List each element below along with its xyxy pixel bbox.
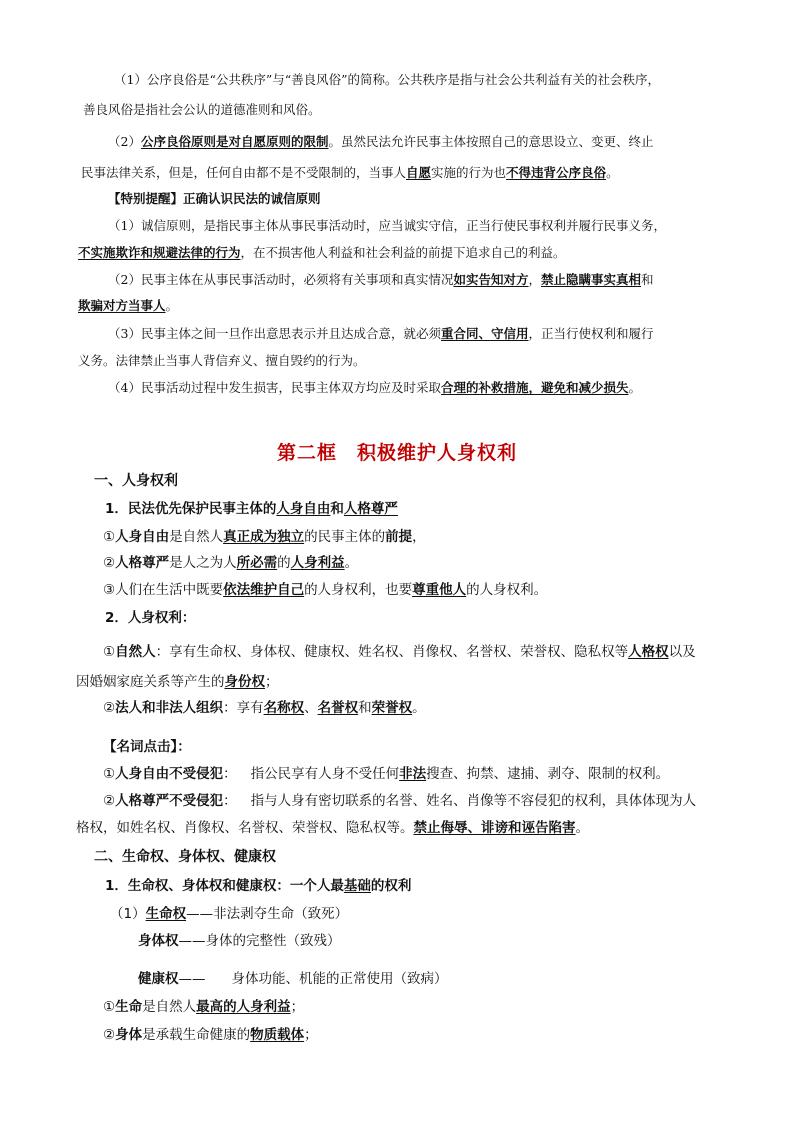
p1-line2: 善良风俗是指社会公认的道德准则和风俗。	[83, 102, 321, 117]
key-phrase: 最高的人身利益	[196, 999, 291, 1015]
life-right-line	[110, 905, 348, 923]
text: （2）	[108, 134, 141, 149]
section-title: 第二框 积极维护人身权利	[276, 442, 517, 464]
text: 1．生命权、身体权和健康权：一个人最	[105, 878, 344, 894]
t1-line	[103, 765, 669, 783]
text: 的	[277, 555, 291, 571]
text: ：	[223, 766, 237, 782]
key-phrase: 基础	[343, 878, 371, 894]
c1-line	[103, 528, 426, 546]
text: ——非法剥夺生命（致死）	[186, 906, 349, 922]
key-phrase: 所必需	[236, 555, 278, 571]
text: 实施的行为也	[431, 165, 507, 180]
key-phrase: 重合同、守信用	[440, 326, 529, 341]
text: 是承载生命健康的	[142, 1027, 251, 1043]
text: 民事法律关系，但是，任何自由都不是不受限制的，当事人	[81, 165, 407, 180]
key-phrase: 欺骗对方当事人	[78, 298, 166, 313]
text: （3）民事主体之间一旦作出意思表示并且达成合意，就必须	[108, 326, 441, 341]
subheading-1	[105, 500, 398, 518]
subheading-3	[105, 877, 411, 895]
p2-line2	[81, 164, 619, 182]
text: 1．民法优先保护民事主体的	[105, 501, 277, 517]
t2-line2	[76, 819, 589, 837]
key-phrase: 人身自由	[115, 529, 170, 545]
r4-line1	[108, 379, 641, 397]
key-phrase: 公序良俗原则是对自愿原则的限制	[140, 134, 329, 149]
text: 指公民享有人身不受任何	[250, 766, 400, 782]
text: ②	[103, 555, 116, 571]
text: ：享有	[223, 700, 264, 716]
text: ，正当行使权利和履行	[528, 326, 654, 341]
text: （2）民事主体在从事民事活动时，必须将有关事项和真实情况	[108, 272, 454, 287]
key-phrase: 人身利益	[290, 555, 345, 571]
heading-personal-rights: 一、人身权利	[94, 473, 178, 489]
key-phrase: 不得违背公序良俗	[506, 165, 607, 180]
subheading-2: 2．人身权利：	[105, 610, 196, 626]
text: 。	[628, 380, 641, 395]
key-phrase: 生命权	[145, 906, 187, 922]
key-phrase: 禁止隐瞒事实真相	[541, 272, 642, 287]
text: ①	[103, 766, 116, 782]
c3-line	[103, 581, 547, 599]
key-phrase: 如实告知对方	[453, 272, 529, 287]
key-phrase: 自然人	[115, 644, 156, 660]
text: ：	[223, 793, 237, 809]
text: 的人身权利，也要	[304, 582, 413, 598]
text: ①	[103, 644, 116, 660]
p1-line1: （1）公序良俗是“公共秩序”与“善良风俗”的简称。公共秩序是指与社会公共利益有关的社会秩序，	[114, 72, 661, 87]
text: 因婚姻家庭关系等产生的	[76, 674, 225, 690]
text: ③人们在生活中既要	[103, 582, 224, 598]
text: ②	[103, 700, 116, 716]
text: 的人身权利。	[466, 582, 548, 598]
key-phrase: 自愿	[406, 165, 432, 180]
text: 是人之为人	[169, 555, 237, 571]
key-phrase: 生命	[115, 999, 143, 1015]
text: 。	[606, 165, 619, 180]
text: （4）民事活动过程中发生损害，民事主体双方均应及时采取	[108, 380, 441, 395]
key-phrase: 人格权	[628, 644, 669, 660]
text: 格权，如姓名权、肖像权、名誉权、荣誉权、隐私权等。	[76, 820, 414, 836]
text: ；	[265, 674, 279, 690]
text: ——	[178, 971, 206, 987]
body-right-line	[138, 932, 341, 950]
n1-line2	[76, 673, 279, 691]
text: （1）	[110, 906, 146, 922]
key-phrase: 名誉权	[317, 700, 359, 716]
text: 的民事主体的	[304, 529, 386, 545]
text: 。	[412, 700, 426, 716]
r2-line1	[108, 271, 654, 289]
text: ：享有生命权、身体权、健康权、姓名权、肖像权、名誉权、荣誉权、隐私权等	[155, 644, 629, 660]
key-phrase: 人身自由	[276, 501, 331, 517]
text: ，	[412, 529, 426, 545]
n2-line	[103, 699, 426, 717]
key-phrase: 人身自由不受侵犯	[115, 766, 224, 782]
text: 指与人身有密切联系的名誉、姓名、肖像等不容侵犯的权利，具体体现为人	[250, 793, 697, 809]
key-phrase: 人格尊严不受侵犯	[115, 793, 224, 809]
t2-line1	[103, 792, 696, 810]
text: ；	[290, 999, 305, 1015]
key-phrase: 真正成为独立	[223, 529, 305, 545]
text: 。虽然民法允许民事主体按照自己的意思设立、变更、终止	[328, 134, 654, 149]
text: ，在不损害他人利益和社会利益的前提下追求自己的利益。	[240, 245, 566, 260]
key-phrase: 人格尊严	[343, 501, 398, 517]
n1-line1	[103, 643, 696, 661]
r1-line2	[78, 244, 566, 262]
key-phrase: 合理的补救措施，避免和减少损失	[440, 380, 629, 395]
text: ②	[103, 1027, 116, 1043]
key-phrase: 禁止侮辱、诽谤和诬告陷害	[413, 820, 576, 836]
text: ；	[304, 1027, 318, 1043]
key-phrase: 非法	[399, 766, 427, 782]
key-phrase: 健康权	[138, 971, 179, 987]
term-click-heading: 【名词点击】：	[103, 739, 191, 755]
text: 。	[344, 555, 359, 571]
key-phrase: 荣誉权	[371, 700, 413, 716]
heading-life-body-health: 二、生命权、身体权、健康权	[94, 849, 276, 865]
key-phrase: 依法维护自己	[223, 582, 305, 598]
text: 搜查、拘禁、逮捕、剥夺、限制的权利。	[426, 766, 670, 782]
r3-line1	[108, 325, 654, 343]
c2-line	[103, 554, 358, 572]
text: 的权利	[370, 878, 412, 894]
key-phrase: 身体	[115, 1027, 143, 1043]
text: 和	[641, 272, 654, 287]
text: 和	[330, 501, 344, 517]
text: 和	[358, 700, 372, 716]
text: 身体功能、机能的正常使用（致病）	[231, 971, 448, 987]
text: ①	[103, 999, 116, 1015]
text: 以及	[668, 644, 696, 660]
key-phrase: 名称权	[263, 700, 305, 716]
key-phrase: 物质载体	[250, 1027, 305, 1043]
key-phrase: 身份权	[224, 674, 265, 690]
health-right-line	[138, 970, 448, 988]
text: ②	[103, 793, 116, 809]
text: 。	[575, 820, 589, 836]
text: 是自然人	[142, 999, 197, 1015]
key-phrase: 不实施欺诈和规避法律的行为	[78, 245, 241, 260]
d1-line	[103, 998, 304, 1016]
key-phrase: 身体权	[138, 933, 179, 949]
key-phrase: 法人和非法人组织	[115, 700, 224, 716]
text: 是自然人	[169, 529, 224, 545]
text: 。	[165, 298, 179, 313]
d2-line	[103, 1026, 318, 1044]
text: ①	[103, 529, 116, 545]
r2-line2	[78, 297, 178, 315]
p2-line1	[108, 133, 653, 151]
r1-line1: （1）诚信原则，是指民事主体从事民事活动时，应当诚实守信，正当行使民事权利并履行民事义务，	[108, 218, 666, 233]
key-phrase: 前提	[385, 529, 413, 545]
text: ——身体的完整性（致残）	[178, 933, 341, 949]
text: 、	[304, 700, 318, 716]
text: ，	[528, 272, 541, 287]
special-reminder-heading: 【特别提醒】正确认识民法的诚信原则	[108, 191, 321, 206]
key-phrase: 人格尊严	[115, 555, 170, 571]
r3-line2: 义务。法律禁止当事人背信弃义、擅自毁约的行为。	[78, 353, 366, 368]
key-phrase: 尊重他人	[412, 582, 467, 598]
